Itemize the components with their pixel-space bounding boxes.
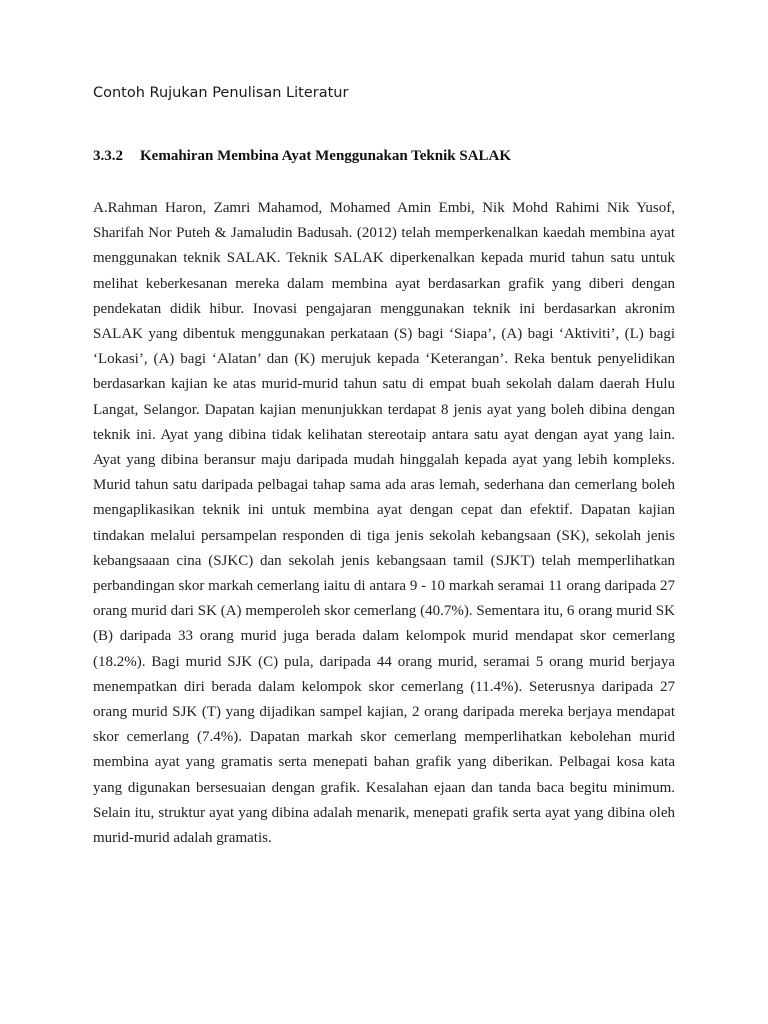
section-title-text: Kemahiran Membina Ayat Menggunakan Teknik SALAK: [140, 148, 512, 164]
section-title: [93, 148, 511, 165]
section-number: 3.3.2: [93, 148, 123, 164]
document-heading: Contoh Rujukan Penulisan Literatur: [93, 85, 349, 101]
body-paragraph: A.Rahman Haron, Zamri Mahamod, Mohamed Amin Embi, Nik Mohd Rahimi Nik Yusof, Sharifah Nor Puteh & Jamaludin Badusah. (2012) telah memperkenalkan kaedah membina ayat menggunakan teknik SALAK. Teknik SALAK diperkenalkan kepada murid tahun satu untuk melihat keberkesanan mereka dalam membina ayat berdasarkan grafik yang diberi dengan pendekatan didik hibur. Inovasi pengajaran menggunakan teknik ini berdasarkan akronim SALAK yang dibentuk menggunakan perkataan (S) bagi ‘Siapa’, (A) bagi ‘Aktiviti’, (L) bagi ‘Lokasi’, (A) bagi ‘Alatan’ dan (K) merujuk kepada ‘Keterangan’. Reka bentuk penyelidikan berdasarkan kajian ke atas murid-murid tahun satu di empat buah sekolah dalam daerah Hulu Langat, Selangor. Dapatan kajian menunjukkan terdapat 8 jenis ayat yang boleh dibina dengan teknik ini. Ayat yang dibina tidak kelihatan stereotaip antara satu ayat dengan ayat yang lain. Ayat yang dibina beransur maju daripada mudah hinggalah kepada ayat yang lebih kompleks. Murid tahun satu daripada pelbagai tahap sama ada aras lemah, sederhana dan cemerlang boleh mengaplikasikan teknik ini untuk membina ayat dengan cepat dan efektif. Dapatan kajian tindakan melalui persampelan responden di tiga jenis sekolah kebangsaan (SK), sekolah jenis kebangsaaan cina (SJKC) dan sekolah jenis kebangsaan tamil (SJKT) telah memperlihatkan perbandingan skor markah cemerlang iaitu di antara 9 - 10 markah seramai 11 orang daripada 27 orang murid dari SK (A) memperoleh skor cemerlang (40.7%). Sementara itu, 6 orang murid SK (B) daripada 33 orang murid juga berada dalam kelompok murid mendapat skor cemerlang (18.2%). Bagi murid SJK (C) pula, daripada 44 orang murid, seramai 5 orang murid berjaya menempatkan diri berada dalam kelompok skor cemerlang (11.4%). Seterusnya daripada 27 orang murid SJK (T) yang dijadikan sampel kajian, 2 orang daripada mereka berjaya mendapat skor cemerlang (7.4%). Dapatan markah skor cemerlang memperlihatkan kebolehan murid membina ayat yang gramatis serta menepati bahan grafik yang diberikan. Pelbagai kosa kata yang digunakan bersesuaian dengan grafik. Kesalahan ejaan dan tanda baca begitu minimum. Selain itu, struktur ayat yang dibina adalah menarik, menepati grafik serta ayat yang dibina oleh murid-murid adalah gramatis.: [93, 200, 675, 847]
